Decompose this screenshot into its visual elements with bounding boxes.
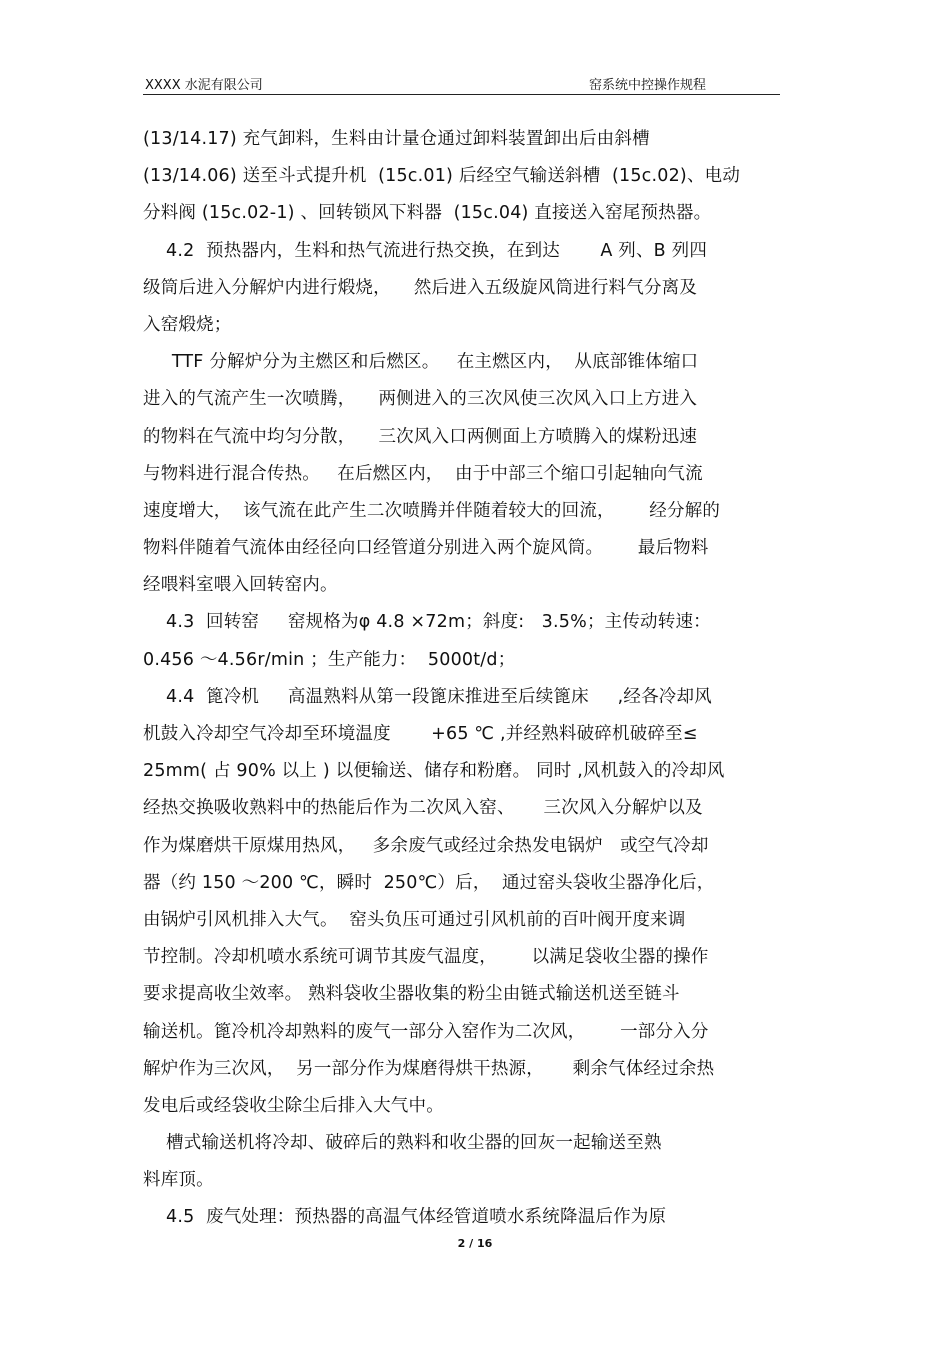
text-line: (13/14.17) 充气卸料，生料由计量仓通过卸料装置卸出后由斜槽 — [143, 129, 650, 149]
text-line: 由锅炉引风机排入大气。 窑头负压可通过引风机前的百叶阀开度来调 — [143, 909, 686, 930]
text-line: 4.4 篦冷机 高温熟料从第一段篦床推进至后续篦床 ,经各冷却风 — [143, 686, 712, 707]
text-line: 4.3 回转窑 窑规格为φ 4.8 ×72m；斜度: 3.5%；主传动转速： — [143, 612, 711, 633]
text-line: 4.2 预热器内，生料和热气流进行热交换，在到达 A 列、B 列四 — [143, 240, 708, 261]
text-line: 经热交换吸收熟料中的热能后作为二次风入窑、 三次风入分解炉以及 — [143, 798, 703, 819]
document-title: 窑系统中控操作规程 — [589, 78, 707, 93]
text-line: 分料阀 (15c.02-1) 、回转锁风下料器 (15c.04) 直接送入窑尾预热器。 — [143, 203, 712, 224]
text-line: (13/14.06) 送至斗式提升机 (15c.01) 后经空气输送斜槽 (15c.02)、电动 — [143, 166, 741, 187]
text-line: 经喂料室喂入回转窑内。 — [143, 575, 338, 596]
text-line: 级筒后进入分解炉内进行煅烧， 然后进入五级旋风筒进行料气分离及 — [143, 277, 698, 298]
text-line: 入窑煅烧； — [143, 314, 232, 335]
page-header — [143, 72, 780, 95]
page-number: 2 / 16 — [457, 1237, 493, 1250]
text-line: 进入的气流产生一次喷腾， 两侧进入的三次风使三次风入口上方进入 — [143, 389, 698, 410]
document-body — [143, 121, 823, 1237]
company-name: XXXX 水泥有限公司 — [145, 78, 263, 93]
text-line: 0.456 ～4.56r/min ；生产能力： 5000t/d； — [143, 649, 516, 670]
text-line: 速度增大， 该气流在此产生二次喷腾并伴随着较大的回流， 经分解的 — [143, 500, 721, 521]
text-line: 器（约 150 ～200 ℃，瞬时 250℃）后， 通过窑头袋收尘器净化后， — [143, 872, 715, 893]
text-line: 的物料在气流中均匀分散， 三次风入口两侧面上方喷腾入的煤粉迅速 — [143, 426, 698, 447]
text-line: 输送机。篦冷机冷却熟料的废气一部分入窑作为二次风， 一部分入分 — [143, 1021, 709, 1042]
text-line: 4.5 废气处理：预热器的高温气体经管道喷水系统降温后作为原 — [143, 1207, 667, 1228]
text-line: 25mm( 占 90% 以上 ) 以便输送、储存和粉磨。 同时 ,风机鼓入的冷却风 — [143, 761, 725, 782]
text-line: TTF 分解炉分为主燃区和后燃区。 在主燃区内， 从底部锥体缩口 — [143, 352, 699, 373]
text-line: 作为煤磨烘干原煤用热风， 多余废气或经过余热发电锅炉 或空气冷却 — [143, 835, 709, 856]
text-line: 发电后或经袋收尘除尘后排入大气中。 — [143, 1095, 444, 1116]
text-line: 物料伴随着气流体由经径向口经管道分别进入两个旋风筒。 最后物料 — [143, 538, 709, 559]
text-line: 要求提高收尘效率。 熟料袋收尘器收集的粉尘由链式输送机送至链斗 — [143, 984, 680, 1005]
text-line: 节控制。冷却机喷水系统可调节其废气温度， 以满足袋收尘器的操作 — [143, 947, 709, 968]
text-line: 料库顶。 — [143, 1170, 214, 1191]
text-line: 机鼓入冷却空气冷却至环境温度 +65 ℃ ,并经熟料破碎机破碎至≤ — [143, 724, 698, 744]
text-line: 解炉作为三次风， 另一部分作为煤磨得烘干热源， 剩余气体经过余热 — [143, 1058, 715, 1079]
text-line: 与物料进行混合传热。 在后燃区内， 由于中部三个缩口引起轴向气流 — [143, 463, 703, 484]
text-line: 槽式输送机将冷却、破碎后的熟料和收尘器的回灰一起输送至熟 — [143, 1133, 662, 1154]
